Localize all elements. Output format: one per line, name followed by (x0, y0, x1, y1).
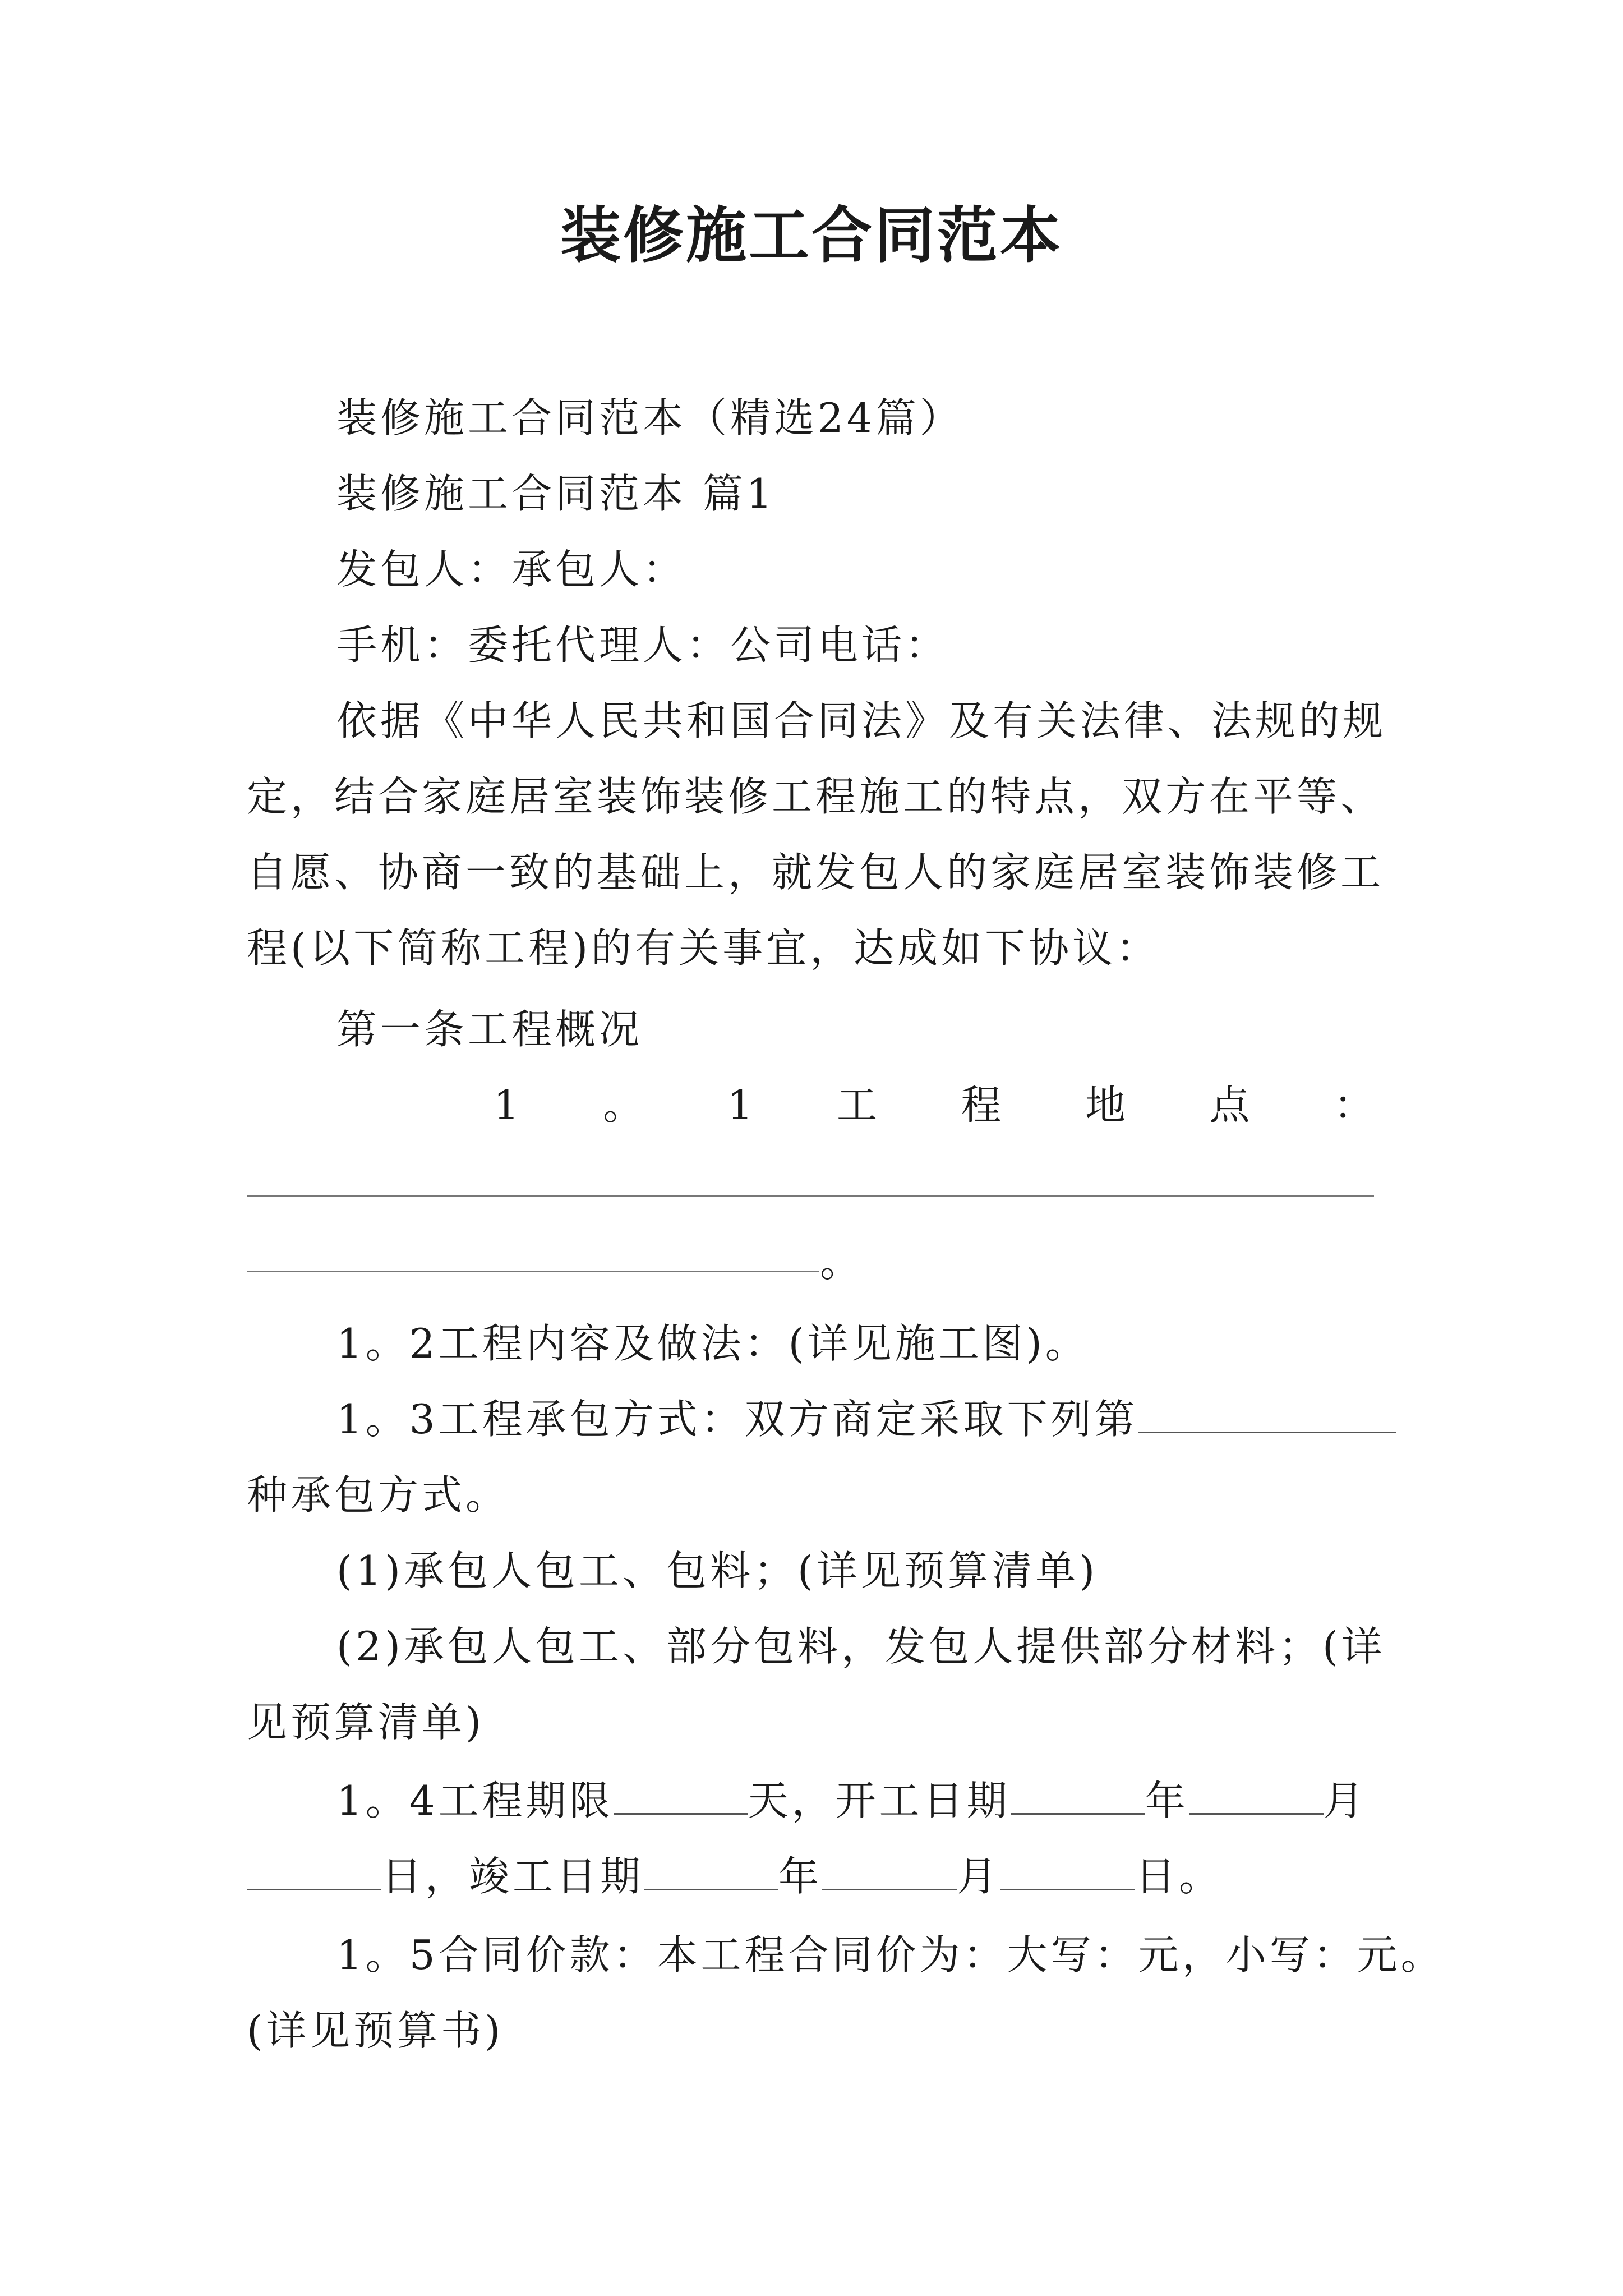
clause-text: 日。 (1135, 1853, 1223, 1900)
clause-1-5: 1。5合同价款：本工程合同价为：大写：元，小写：元。 (336, 1931, 1445, 1978)
clause-1-5-cont: (详见预算书) (247, 2007, 504, 2054)
fill-blank (1138, 1397, 1396, 1433)
fill-blank (247, 1854, 381, 1890)
section-heading: 装修施工合同范本 篇1 (336, 470, 776, 517)
clause-text: 年 (778, 1853, 823, 1900)
clause-1-3-cont: 种承包方式。 (247, 1471, 510, 1519)
fill-blank (614, 1778, 748, 1815)
option-2: (2)承包人包工、部分包料，发包人提供部分材料；(详 (336, 1623, 1386, 1670)
clause-1-4-cont (247, 1848, 1223, 1904)
spread-char: 。 (603, 1082, 644, 1129)
clause-text: 1。3工程承包方式：双方商定采取下列第 (336, 1396, 1138, 1443)
spread-char: 工 (837, 1082, 878, 1129)
address-blank-line (247, 1195, 1374, 1197)
fill-blank (1189, 1778, 1324, 1815)
fill-blank (644, 1854, 778, 1890)
spread-char: 1 (727, 1082, 753, 1129)
address-end-mark: 。 (820, 1239, 864, 1286)
spread-char: ： (1333, 1082, 1374, 1129)
paragraph-line: 自愿、协商一致的基础上，就发包人的家庭居室装饰装修工 (247, 849, 1385, 896)
fill-blank (822, 1854, 957, 1890)
clause-1-4 (336, 1773, 1367, 1829)
clause-1-3 (336, 1391, 1396, 1447)
address-label-row (494, 1077, 1374, 1133)
clause-text: 年 (1145, 1777, 1189, 1824)
spread-char: 点 (1209, 1082, 1250, 1129)
party-line: 发包人：承包人： (336, 546, 687, 593)
clause-text: 月 (1323, 1777, 1367, 1824)
option-1: (1)承包人包工、包料；(详见预算清单) (336, 1547, 1099, 1594)
paragraph-line: 程(以下简称工程)的有关事宜，达成如下协议： (247, 924, 1160, 972)
address-blank-line (247, 1271, 819, 1272)
paragraph-line: 定，结合家庭居室装饰装修工程施工的特点，双方在平等、 (247, 773, 1385, 820)
clause-text: 天，开工日期 (748, 1777, 1011, 1824)
fill-blank (1011, 1778, 1145, 1815)
option-2-cont: 见预算清单) (247, 1699, 485, 1746)
paragraph-line: 依据《中华人民共和国合同法》及有关法律、法规的规 (336, 697, 1387, 744)
clause-1-2: 1。2工程内容及做法：(详见施工图)。 (336, 1320, 1089, 1367)
fill-blank (1000, 1854, 1135, 1890)
spread-char: 地 (1085, 1082, 1126, 1129)
spread-char: 程 (961, 1082, 1002, 1129)
spread-char: 1 (494, 1082, 519, 1129)
contact-line: 手机：委托代理人：公司电话： (336, 622, 949, 669)
document-title: 装修施工合同范本 (560, 200, 1063, 271)
article-heading: 第一条工程概况 (336, 1006, 643, 1053)
subtitle-line: 装修施工合同范本（精选24篇） (336, 394, 963, 441)
clause-text: 1。4工程期限 (336, 1777, 614, 1824)
clause-text: 月 (957, 1853, 1001, 1900)
clause-text: 日，竣工日期 (381, 1853, 644, 1900)
